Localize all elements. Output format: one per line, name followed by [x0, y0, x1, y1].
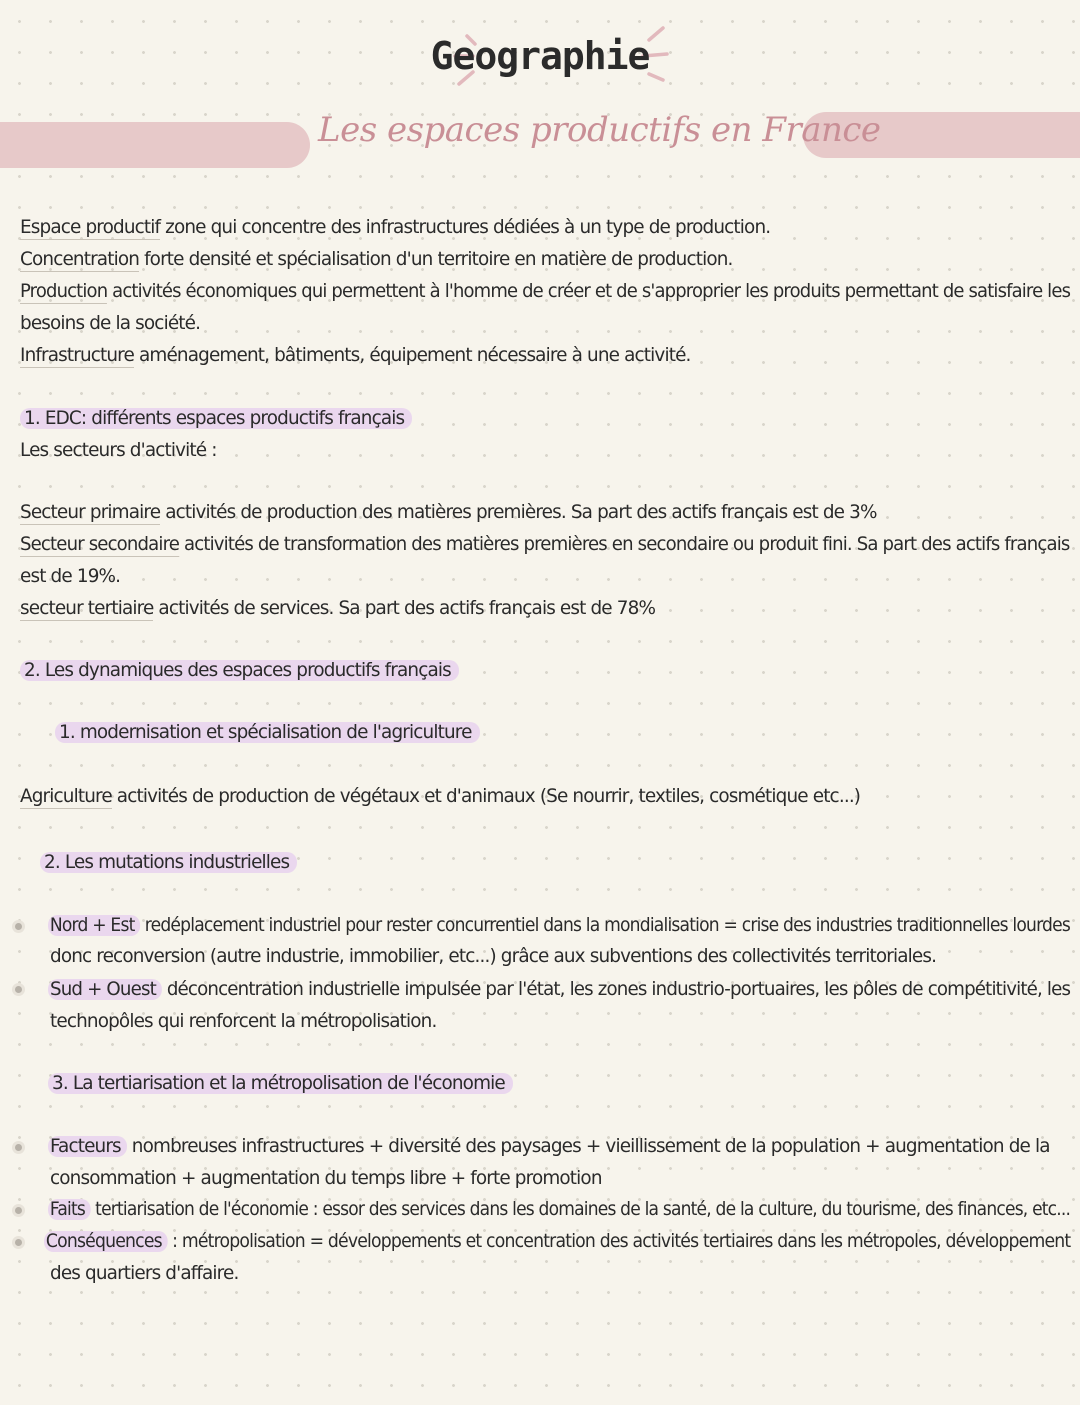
list-item-faits: Faits tertiarisation de l'économie : essor des services dans les domaines de la santé, de la culture, du tourisme, des finances, etc... — [49, 1199, 1071, 1220]
definition-espace-productif: Espace productif zone qui concentre des infrastructures dédiées à un type de production. — [20, 217, 771, 238]
list-item-consequences: Conséquences : métropolisation = développements et concentration des activités tertiaires dans les métropoles, développement — [45, 1231, 1071, 1252]
section-2-heading: 2. Les dynamiques des espaces productifs français — [20, 660, 459, 682]
bullet-icon — [15, 1239, 22, 1246]
bullet-icon — [15, 923, 22, 930]
definition-concentration: Concentration forte densité et spécialisation d'un territoire en matière de production. — [20, 249, 733, 270]
sector-secondaire-cont: est de 19%. — [20, 566, 121, 587]
sector-secondaire: Secteur secondaire activités de transformation des matières premières en secondaire ou produit fini. Sa part des actifs français — [20, 534, 1070, 555]
list-item-nord-est-cont: donc reconversion (autre industrie, immobilier, etc...) grâce aux subventions des collectivités territoriales. — [50, 946, 937, 967]
list-item-consequences-cont: des quartiers d'affaire. — [50, 1263, 239, 1284]
list-item-nord-est: Nord + Est redéplacement industriel pour rester concurrentiel dans la mondialisation = crise des industries traditionnelles lourdes — [49, 915, 1070, 936]
bullet-icon — [15, 1207, 22, 1214]
section-1-heading: 1. EDC: différents espaces productifs français — [20, 408, 412, 430]
definition-production-cont: besoins de la société. — [20, 313, 201, 334]
bullet-icon — [15, 1144, 22, 1151]
page-subtitle: Les espaces productifs en France — [318, 110, 881, 150]
definition-infrastructure: Infrastructure aménagement, bâtiments, équipement nécessaire à une activité. — [20, 345, 691, 366]
list-item-sud-ouest-cont: technopôles qui renforcent la métropolisation. — [50, 1011, 437, 1032]
definition-agriculture: Agriculture activités de production de végétaux et d'animaux (Se nourrir, textiles, cosmétique etc...) — [20, 786, 861, 807]
section-2-1-heading: 1. modernisation et spécialisation de l'agriculture — [55, 722, 480, 744]
subtitle-band-left — [0, 122, 310, 168]
list-item-facteurs: Facteurs nombreuses infrastructures + diversité des paysages + vieillissement de la population + augmentation de la — [50, 1136, 1050, 1157]
page-title: Geographie — [430, 34, 650, 78]
sector-primaire: Secteur primaire activités de production des matières premières. Sa part des actifs français est de 3% — [20, 502, 877, 523]
section-1-subheading: Les secteurs d'activité : — [20, 440, 217, 461]
sector-tertiaire: secteur tertiaire activités de services. Sa part des actifs français est de 78% — [20, 598, 656, 619]
section-2-2-heading: 2. Les mutations industrielles — [40, 852, 297, 874]
bullet-icon — [15, 986, 22, 993]
list-item-sud-ouest: Sud + Ouest déconcentration industrielle impulsée par l'état, les zones industrio-portuaires, les pôles de compétitivité, les — [49, 979, 1071, 1000]
section-2-3-heading: 3. La tertiarisation et la métropolisation de l'économie — [48, 1073, 513, 1095]
list-item-facteurs-cont: consommation + augmentation du temps libre + forte promotion — [50, 1168, 602, 1189]
definition-production: Production activités économiques qui permettent à l'homme de créer et de s'approprier les produits permettant de satisfaire les — [20, 281, 1071, 302]
